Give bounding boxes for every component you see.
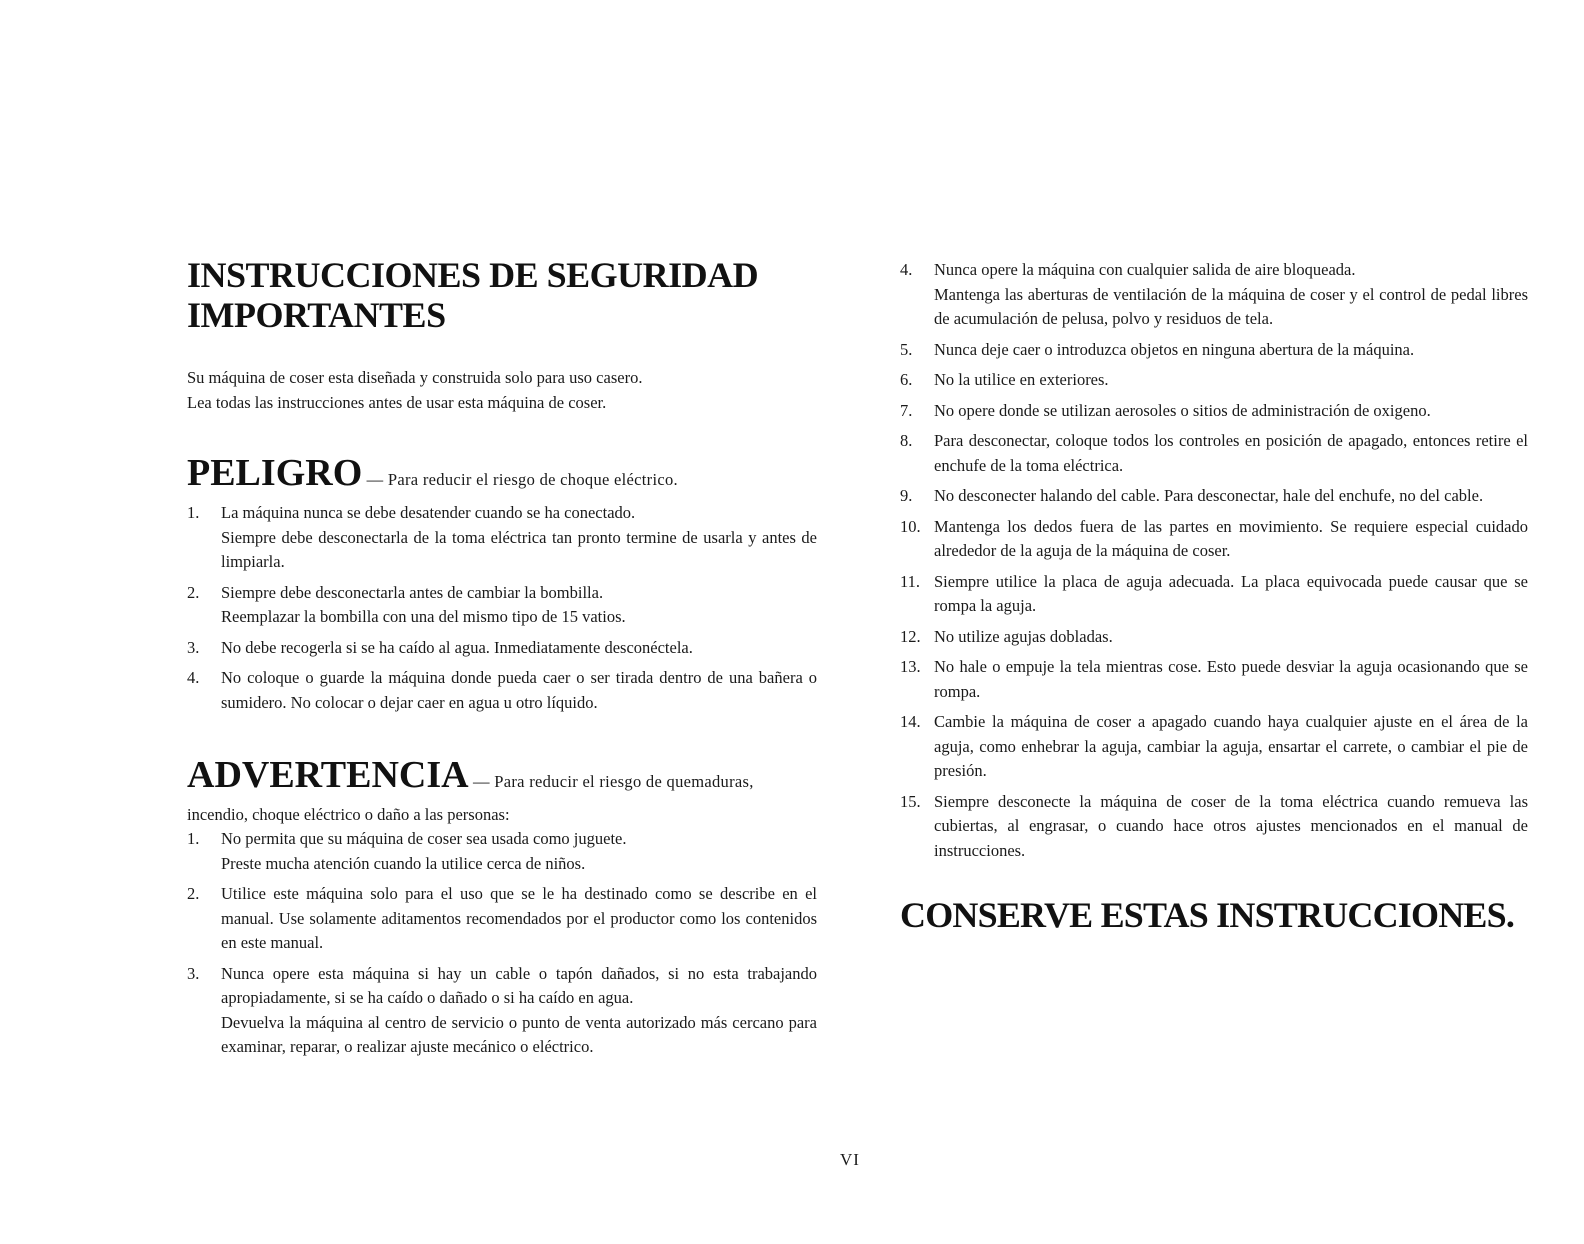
item-number: 2. <box>187 582 200 602</box>
item-number: 7. <box>900 400 913 420</box>
list-item <box>900 625 1528 650</box>
item-text <box>934 368 1528 393</box>
item-line: No opere donde se utilizan aerosoles o sitios de administración de oxigeno. <box>934 400 1431 420</box>
list-item <box>900 515 1528 564</box>
item-line: Nunca opere esta máquina si hay un cable o tapón dañados, si no esta trabajando apropiadamente, si se ha caído o dañado o si ha caído en agua. <box>221 963 817 1007</box>
advertencia-title: ADVERTENCIA <box>187 754 469 796</box>
item-line: Nunca opere la máquina con cualquier salida de aire bloqueada. <box>934 260 1356 279</box>
page-number: VI <box>840 1150 860 1169</box>
item-number: 2. <box>187 884 200 903</box>
item-text <box>221 666 817 715</box>
list-item <box>900 570 1528 619</box>
item-line: No la utilice en exteriores. <box>934 370 1109 389</box>
item-line: Preste mucha atención cuando la utilice cerca de niños. <box>221 853 586 873</box>
right-column <box>900 258 1528 937</box>
item-line: Nunca deje caer o introduzca objetos en ninguna abertura de la máquina. <box>934 339 1415 359</box>
list-item <box>187 827 817 876</box>
item-number: 3. <box>187 637 200 657</box>
peligro-list <box>187 501 817 715</box>
item-number: 3. <box>187 963 200 983</box>
item-number: 4. <box>187 668 200 687</box>
list-item <box>900 710 1528 784</box>
advertencia-dash: — <box>468 772 495 791</box>
item-number: 12. <box>900 626 921 646</box>
page-title <box>187 255 817 335</box>
continued-warning-list <box>900 258 1528 863</box>
list-item <box>900 429 1528 478</box>
list-item <box>187 962 817 1060</box>
item-text <box>934 655 1528 704</box>
item-line: No utilize agujas dobladas. <box>934 626 1113 646</box>
item-line: Siempre debe desconectarla de la toma eléctrica tan pronto termine de usarla y antes de limpiarla. <box>221 527 817 571</box>
item-text <box>934 429 1528 478</box>
item-line: Utilice este máquina solo para el uso que se le ha destinado como se describe en el manual. Use solamente aditamentos recomendados por el productor como los contenidos en este manual. <box>221 884 817 952</box>
item-number: 10. <box>900 516 921 536</box>
item-line: No coloque o guarde la máquina donde pueda caer o ser tirada dentro de una bañera o sumidero. No colocar o dejar caer en agua u otro líquido. <box>221 668 817 712</box>
item-line: No desconecter halando del cable. Para desconectar, hale del enchufe, no del cable. <box>934 486 1484 505</box>
list-item <box>187 501 817 575</box>
intro-line-2: Lea todas las instrucciones antes de usar esta máquina de coser. <box>187 393 607 412</box>
advertencia-list <box>187 827 817 1060</box>
item-text <box>221 501 817 575</box>
item-text <box>221 581 817 630</box>
item-number: 13. <box>900 657 921 676</box>
item-line: Siempre desconecte la máquina de coser de la toma eléctrica cuando remueva las cubiertas, al engrasar, o cuando hace otros ajustes mencionados en el manual de instrucciones. <box>934 791 1528 860</box>
intro-paragraph <box>187 365 817 415</box>
list-item <box>900 399 1528 424</box>
item-number: 15. <box>900 791 921 811</box>
list-item <box>900 338 1528 363</box>
item-number: 8. <box>900 431 913 450</box>
peligro-heading <box>187 453 817 501</box>
item-number: 11. <box>900 571 921 591</box>
item-line: Para desconectar, coloque todos los controles en posición de apagado, entonces retire el enchufe de la toma eléctrica. <box>934 431 1528 475</box>
item-text <box>221 962 817 1060</box>
item-line: Devuelva la máquina al centro de servicio o punto de venta autorizado más cercano para examinar, reparar, o realizar ajuste mecánico o eléctrico. <box>221 1012 817 1056</box>
list-item <box>900 484 1528 509</box>
item-text <box>221 636 817 661</box>
item-number: 1. <box>187 503 200 522</box>
item-text <box>934 258 1528 332</box>
item-text <box>934 399 1528 424</box>
item-text <box>934 625 1528 650</box>
item-text <box>934 570 1528 619</box>
item-text <box>934 710 1528 784</box>
item-text <box>934 338 1528 363</box>
item-line: La máquina nunca se debe desatender cuando se ha conectado. <box>221 503 636 522</box>
peligro-title: PELIGRO <box>187 452 363 494</box>
advertencia-heading <box>187 755 817 803</box>
title-line-2: IMPORTANTES <box>187 295 446 335</box>
item-line: Mantenga los dedos fuera de las partes en movimiento. Se requiere especial cuidado alrededor de la aguja de la máquina de coser. <box>934 516 1528 560</box>
item-text <box>221 827 817 876</box>
list-item <box>187 581 817 630</box>
title-line-1: INSTRUCCIONES DE SEGURIDAD <box>187 255 759 295</box>
item-number: 1. <box>187 829 200 848</box>
intro-line-1: Su máquina de coser esta diseñada y construida solo para uso casero. <box>187 368 643 387</box>
list-item <box>900 655 1528 704</box>
item-number: 4. <box>900 260 913 279</box>
item-line: Cambie la máquina de coser a apagado cuando haya cualquier ajuste en el área de la aguja, como enhebrar la aguja, cambiar la aguja, ensartar el carrete, o cambiar el pie de presión. <box>934 712 1528 780</box>
item-line: No permita que su máquina de coser sea usada como juguete. <box>221 829 627 848</box>
conserve-heading: CONSERVE ESTAS INSTRUCCIONES. <box>900 895 1515 935</box>
advertencia-subtitle-continued: incendio, choque eléctrico o daño a las personas: <box>187 805 510 824</box>
list-item <box>187 636 817 661</box>
item-line: Siempre debe desconectarla antes de cambiar la bombilla. <box>221 582 604 602</box>
advertencia-subtitle: Para reducir el riesgo de quemaduras, <box>494 772 754 791</box>
item-line: No debe recogerla si se ha caído al agua. Inmediatamente desconéctela. <box>221 637 693 657</box>
item-text <box>934 484 1528 509</box>
item-line: Siempre utilice la placa de aguja adecuada. La placa equivocada puede causar que se rompa la aguja. <box>934 571 1528 615</box>
left-column <box>187 255 817 1066</box>
item-text <box>221 882 817 956</box>
peligro-dash: — <box>362 470 388 489</box>
item-number: 5. <box>900 339 913 359</box>
item-line: No hale o empuje la tela mientras cose. Esto puede desviar la aguja ocasionando que se rompa. <box>934 657 1528 701</box>
list-item <box>187 882 817 956</box>
list-item <box>900 258 1528 332</box>
item-line: Reemplazar la bombilla con una del mismo tipo de 15 vatios. <box>221 607 626 626</box>
list-item <box>900 368 1528 393</box>
peligro-subtitle: Para reducir el riesgo de choque eléctrico. <box>387 470 678 489</box>
item-line: Mantenga las aberturas de ventilación de la máquina de coser y el control de pedal libres de acumulación de pelusa, polvo y residuos de tela. <box>934 284 1528 328</box>
item-text <box>934 790 1528 864</box>
list-item <box>900 790 1528 864</box>
item-text <box>934 515 1528 564</box>
item-number: 14. <box>900 712 921 731</box>
list-item <box>187 666 817 715</box>
item-number: 6. <box>900 370 913 389</box>
item-number: 9. <box>900 486 913 505</box>
